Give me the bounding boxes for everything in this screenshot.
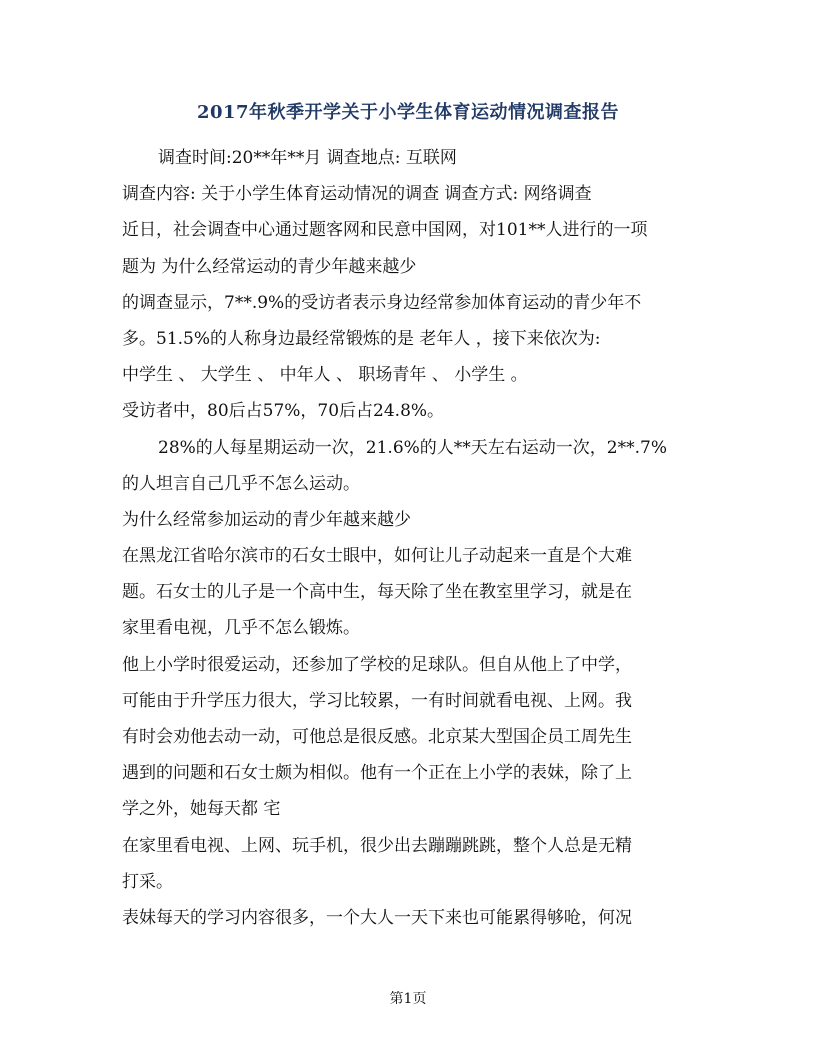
document-title: 2017年秋季开学关于小学生体育运动情况调查报告 <box>196 102 620 123</box>
survey-content-line: 调查内容: 关于小学生体育运动情况的调查 调查方式: 网络调查 <box>122 184 592 205</box>
paragraph-line: 表妹每天的学习内容很多，一个大人一天下来也可能累得够呛，何况 <box>122 907 632 928</box>
paragraph-line: 学之外，她每天都 宅 <box>122 799 281 820</box>
page-number: 第1页 <box>389 991 427 1007</box>
paragraph-line: 受访者中，80后占57%，70后占24.8%。 <box>122 401 445 422</box>
paragraph-line: 遇到的问题和石女士颇为相似。他有一个正在上小学的表妹，除了上 <box>122 763 632 784</box>
paragraph-line: 多。51.5%的人称身边最经常锻炼的是 老年人 ，接下来依次为: <box>122 328 601 349</box>
paragraph-line: 的人坦言自己几乎不怎么运动。 <box>122 473 360 494</box>
paragraph-line: 中学生 、 大学生 、 中年人 、 职场青年 、 小学生 。 <box>122 365 528 386</box>
survey-time-line: 调查时间:20**年**月 调查地点: 互联网 <box>158 148 457 168</box>
paragraph-line: 28%的人每星期运动一次，21.6%的人**天左右运动一次，2**.7% <box>158 437 667 458</box>
paragraph-line: 有时会劝他去动一动，可他总是很反感。北京某大型国企员工周先生 <box>122 727 632 747</box>
paragraph-line: 题为 为什么经常运动的青少年越来越少 <box>122 256 417 277</box>
paragraph-line: 的调查显示，7**.9%的受访者表示身边经常参加体育运动的青少年不 <box>122 292 642 313</box>
paragraph-line: 在黑龙江省哈尔滨市的石女士眼中，如何让儿子动起来一直是个大难 <box>122 546 632 567</box>
paragraph-line: 他上小学时很爱运动，还参加了学校的足球队。但自从他上了中学， <box>122 654 632 675</box>
paragraph-line: 家里看电视，几乎不怎么锻炼。 <box>122 618 360 639</box>
section-heading: 为什么经常参加运动的青少年越来越少 <box>122 509 411 530</box>
paragraph-line: 题。石女士的儿子是一个高中生，每天除了坐在教室里学习，就是在 <box>122 582 632 603</box>
paragraph-line: 近日，社会调查中心通过题客网和民意中国网，对101**人进行的一项 <box>122 220 648 241</box>
document-body <box>122 140 702 936</box>
paragraph-line: 可能由于升学压力很大，学习比较累，一有时间就看电视、上网。我 <box>122 690 632 711</box>
paragraph-line: 打采。 <box>122 871 173 892</box>
paragraph-line: 在家里看电视、上网、玩手机，很少出去蹦蹦跳跳，整个人总是无精 <box>122 835 632 856</box>
